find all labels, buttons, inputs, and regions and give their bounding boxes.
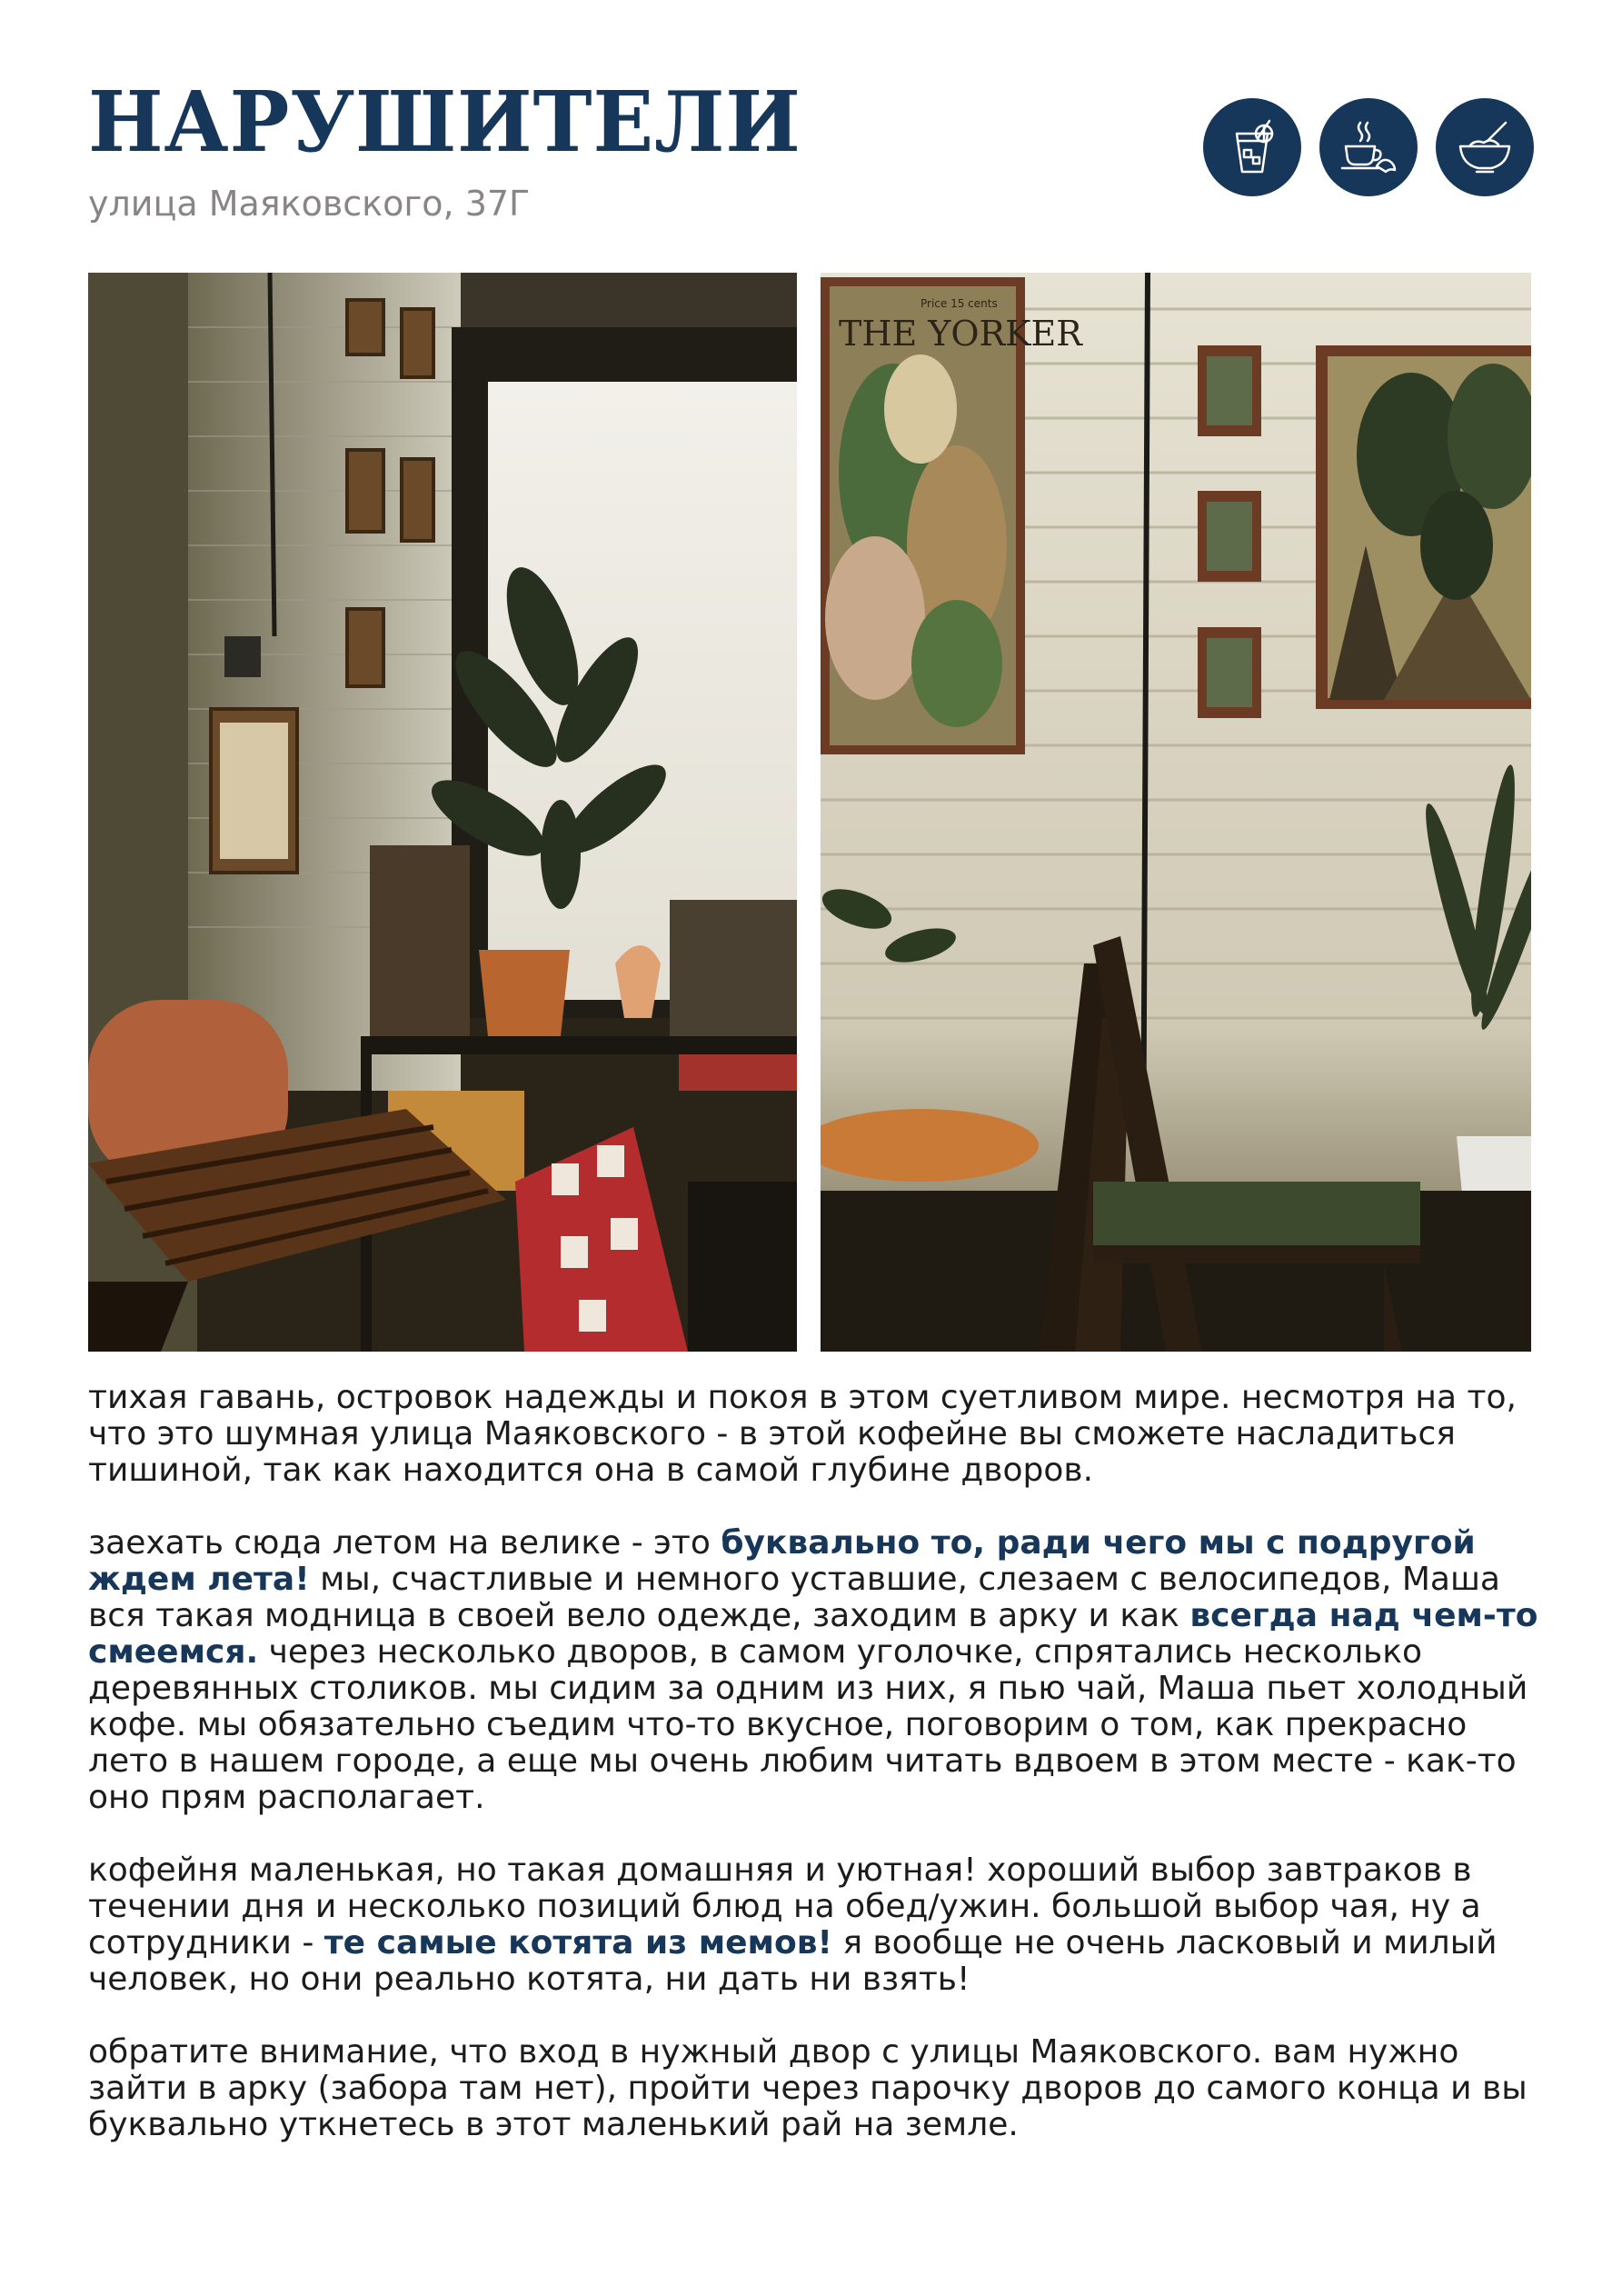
address: улица Маяковского, 37Г [88, 184, 531, 224]
coffee-croissant-icon [1319, 98, 1418, 196]
highlight-text: всегда над чем-то смеемся. [88, 1597, 1538, 1671]
highlight-text: буквально то, ради чего мы с подругой ждем лета! [88, 1524, 1476, 1598]
article-paragraph-4: обратите внимание, что вход в нужный двор с улицы Маяковского. вам нужно зайти в арку (забора там нет), пройти через парочку дворов до самого конца и вы буквально уткнетесь в этот маленький рай на земле. [88, 2033, 1527, 2143]
bowl-icon [1436, 98, 1534, 196]
article-paragraph-2: заехать сюда летом на велике - это буквально то, ради чего мы с подругой ждем лета! мы, счастливые и немного уставшие, слезаем с велосипедов, Маша вся такая модница в своей вело одежде, заходим в арку и как всегда над чем-то смеемся. через несколько дворов, в самом уголочке, спрятались несколько деревянных столиков. мы сидим за одним из них, я пью чай, Маша пьет холодный кофе. мы обязательно съедим что-то вкусное, поговорим о том, как прекрасно лето в нашем городе, а еще мы очень любим читать вдвоем в этом месте - как-то оно прям располагает. [88, 1524, 1538, 1816]
poster-price: Price 15 cents [920, 297, 998, 310]
cafe-interior-photo-right [821, 273, 1531, 1352]
article-body [88, 1380, 1542, 2180]
cafe-interior-photo-left [88, 273, 797, 1352]
page-title: НАРУШИТЕЛИ [88, 73, 801, 171]
highlight-text: те самые котята из мемов! [323, 1924, 832, 1962]
article-paragraph-3: кофейня маленькая, но такая домашняя и уютная! хороший выбор завтраков в течении дня и несколько позиций блюд на обед/ужин. большой выбор чая, ну а сотрудники - те самые котята из мемов! я вообще не очень ласковый и милый человек, но они реально котята, ни дать ни взять! [88, 1852, 1498, 1998]
poster-title: THE YORKER [839, 314, 1082, 354]
service-icons [1203, 98, 1534, 196]
drink-icon [1203, 98, 1301, 196]
article-paragraph-1: тихая гавань, островок надежды и покоя в этом суетливом мире. несмотря на то, что это шумная улица Маяковского - в этой кофейне вы сможете насладиться тишиной, так как находится она в самой глубине дворов. [88, 1379, 1517, 1489]
